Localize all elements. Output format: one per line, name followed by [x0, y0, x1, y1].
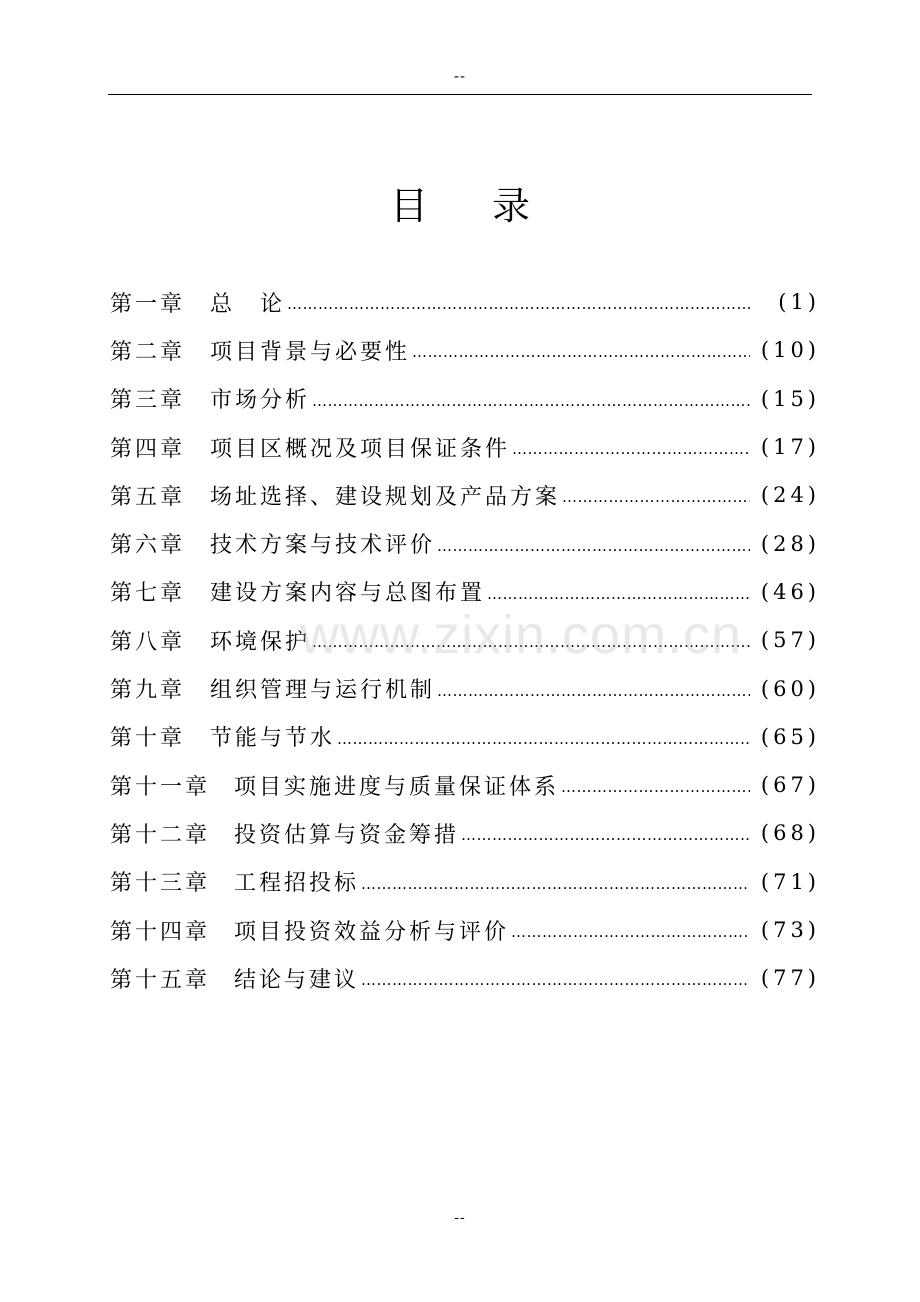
toc-chapter-number: 第十章 [110, 726, 186, 752]
toc-chapter-number: 第六章 [110, 533, 186, 559]
toc-chapter-title: 技术方案与技术评价 [210, 533, 436, 559]
page-header-mark: -- [453, 67, 467, 85]
toc-page-number: (68) [760, 821, 820, 846]
toc-entry-1[interactable] [110, 278, 820, 326]
toc-dot-leader [412, 338, 750, 362]
toc-chapter-title: 结论与建议 [234, 967, 360, 993]
toc-chapter-title: 投资估算与资金筹措 [234, 822, 460, 848]
toc-entry-4[interactable] [110, 423, 820, 471]
toc-chapter-number: 第三章 [110, 388, 186, 414]
toc-page-number: (46) [760, 579, 820, 604]
toc-entry-15[interactable] [110, 954, 820, 1002]
toc-dot-leader [312, 628, 750, 652]
toc-dot-leader [337, 725, 750, 749]
toc-chapter-title: 市场分析 [210, 388, 311, 414]
toc-dot-leader [511, 918, 750, 942]
toc-chapter-title: 环境保护 [210, 629, 311, 655]
page-title-char-1: 目 [389, 184, 428, 228]
toc-page-number: (60) [760, 676, 820, 701]
toc-dot-leader [487, 580, 750, 604]
toc-entry-2[interactable] [110, 326, 820, 374]
toc-page-number: (24) [760, 483, 820, 508]
toc-dot-leader [512, 435, 750, 459]
toc-page-number: (57) [760, 628, 820, 653]
toc-entry-5[interactable] [110, 471, 820, 519]
toc-page-number: (71) [760, 869, 820, 894]
toc-chapter-title: 工程招投标 [234, 871, 360, 897]
toc-chapter-number: 第九章 [110, 678, 186, 704]
toc-chapter-title: 项目投资效益分析与评价 [234, 919, 510, 945]
toc-entry-14[interactable] [110, 906, 820, 954]
toc-entry-10[interactable] [110, 713, 820, 761]
page-title [0, 180, 920, 232]
toc-entry-7[interactable] [110, 568, 820, 616]
toc-chapter-number: 第十二章 [110, 822, 211, 848]
toc-chapter-number: 第十三章 [110, 871, 211, 897]
toc-chapter-number: 第五章 [110, 484, 186, 510]
toc-chapter-number: 第二章 [110, 339, 186, 365]
toc-page-number: (10) [760, 338, 820, 363]
toc-page-number: (17) [760, 435, 820, 460]
page-title-char-2: 录 [491, 184, 530, 228]
toc-dot-leader [361, 966, 750, 990]
toc-dot-leader [312, 387, 750, 411]
site-watermark: www.zixin.com.cn [300, 605, 743, 665]
toc-page-number: (73) [760, 918, 820, 942]
toc-entry-8[interactable] [110, 616, 820, 664]
toc-dot-leader [287, 290, 750, 314]
toc-page-number: (67) [760, 773, 820, 798]
toc-chapter-title: 组织管理与运行机制 [210, 678, 436, 704]
toc-entry-11[interactable] [110, 761, 820, 809]
toc-page-number: (77) [760, 966, 820, 991]
toc-chapter-number: 第十四章 [110, 919, 211, 945]
toc-page-number: (15) [760, 386, 820, 411]
toc-dot-leader [437, 532, 750, 556]
toc-chapter-title: 建设方案内容与总图布置 [210, 581, 486, 607]
toc-dot-leader [361, 870, 750, 894]
toc-chapter-title: 项目区概况及项目保证条件 [210, 436, 511, 462]
toc-entry-3[interactable] [110, 375, 820, 423]
toc-entry-9[interactable] [110, 664, 820, 712]
toc-dot-leader [461, 821, 750, 845]
toc-dot-leader [437, 677, 750, 701]
header-divider [108, 94, 812, 95]
toc-chapter-title: 项目实施进度与质量保证体系 [234, 774, 560, 800]
toc-chapter-title: 场址选择、建设规划及产品方案 [210, 484, 561, 510]
toc-chapter-number: 第十五章 [110, 967, 211, 993]
toc-chapter-title: 节能与节水 [210, 726, 336, 752]
toc-chapter-number: 第四章 [110, 436, 186, 462]
toc-entry-13[interactable] [110, 858, 820, 906]
toc-chapter-title: 总 论 [210, 291, 286, 317]
toc-chapter-number: 第八章 [110, 629, 186, 655]
toc-page-number: (1) [778, 290, 820, 315]
toc-chapter-number: 第十一章 [110, 774, 211, 800]
toc-entry-12[interactable] [110, 809, 820, 857]
toc-entry-6[interactable] [110, 519, 820, 567]
toc-dot-leader [562, 483, 750, 507]
toc-chapter-title: 项目背景与必要性 [210, 339, 411, 365]
toc-chapter-number: 第七章 [110, 581, 186, 607]
toc-chapter-number: 第一章 [110, 291, 186, 317]
toc-dot-leader [561, 773, 750, 797]
toc-page-number: (65) [760, 724, 820, 749]
toc-page-number: (28) [760, 531, 820, 556]
table-of-contents [110, 278, 820, 1002]
page-footer-mark: -- [454, 1210, 466, 1226]
